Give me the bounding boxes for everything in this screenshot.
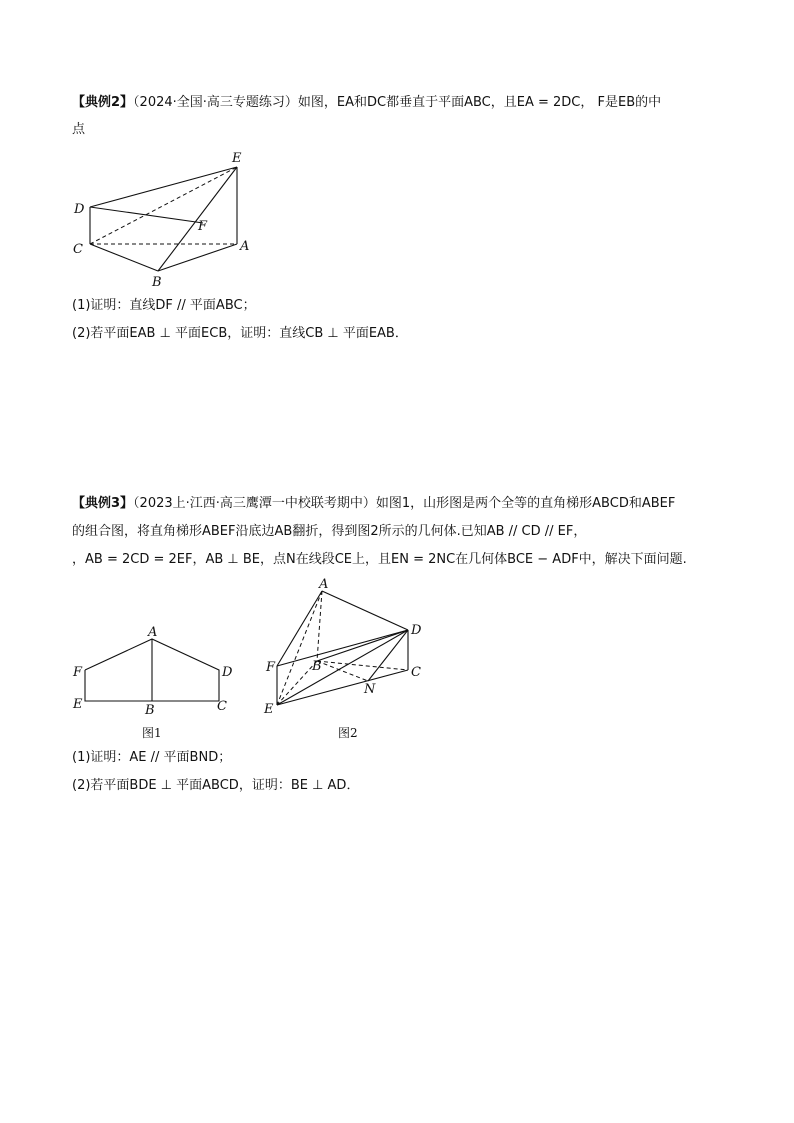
label-E: E xyxy=(232,151,242,166)
fig2-label-A: A xyxy=(319,577,329,592)
fig1-label-A: A xyxy=(148,625,158,640)
example3-line3: ，AB = 2CD = 2EF，AB ⊥ BE，点N在线段CE上，且EN = 2NC在几何体BCE − ADF中，解决下面问题. xyxy=(72,552,687,567)
example3-intro-text: （2023上·江西·高三鹰潭一中校联考期中）如图1，山形图是两个全等的直角梯形ABCD和ABEF xyxy=(133,496,676,511)
hidden-edges xyxy=(90,167,237,244)
label-B: B xyxy=(152,275,162,290)
fig2 xyxy=(260,575,440,745)
label-F: F xyxy=(198,219,208,234)
fig2-edges xyxy=(277,591,408,705)
example2-intro xyxy=(72,95,661,111)
example2-intro-cont: 点 xyxy=(72,122,86,137)
fig2-caption: 图2 xyxy=(338,726,358,740)
prism-edges xyxy=(90,167,237,271)
example2-q1: (1)证明：直线DF // 平面ABC； xyxy=(72,298,256,313)
example2-intro-text: （2024·全国·高三专题练习）如图，EA和DC都垂直于平面ABC，且EA = 2DC， F是EB的中 xyxy=(133,95,662,110)
fig2-label-C: C xyxy=(411,665,421,680)
example2-tag: 【典例2】 xyxy=(72,95,134,110)
fig1-label-C: C xyxy=(217,699,227,714)
fig2-label-F: F xyxy=(266,660,276,675)
fig1-label-B: B xyxy=(145,703,155,718)
example2-q2: (2)若平面EAB ⊥ 平面ECB，证明：直线CB ⊥ 平面EAB． xyxy=(72,326,408,341)
example2-figure xyxy=(60,140,270,290)
fig1-label-F: F xyxy=(73,665,83,680)
fig1-label-D: D xyxy=(222,665,233,680)
fig1-label-E: E xyxy=(73,697,83,712)
fig2-label-E: E xyxy=(264,702,274,717)
label-C: C xyxy=(73,242,83,257)
example3-line2: 的组合图，将直角梯形ABEF沿底边AB翻折，得到图2所示的几何体.已知AB // CD // EF， xyxy=(72,524,587,539)
fig2-label-N: N xyxy=(364,682,376,697)
fig1-caption: 图1 xyxy=(142,726,162,740)
fig2-label-B: B xyxy=(312,659,322,674)
example3-q1: (1)证明：AE // 平面BND； xyxy=(72,750,232,765)
label-A: A xyxy=(240,239,250,254)
label-D: D xyxy=(74,202,85,217)
example3-q2: (2)若平面BDE ⊥ 平面ABCD，证明：BE ⊥ AD． xyxy=(72,778,360,793)
fig1 xyxy=(70,620,240,745)
example3-tag: 【典例3】 xyxy=(72,496,134,511)
fig2-label-D: D xyxy=(411,623,422,638)
fig1-edges xyxy=(85,639,219,701)
example3-intro xyxy=(72,496,675,512)
